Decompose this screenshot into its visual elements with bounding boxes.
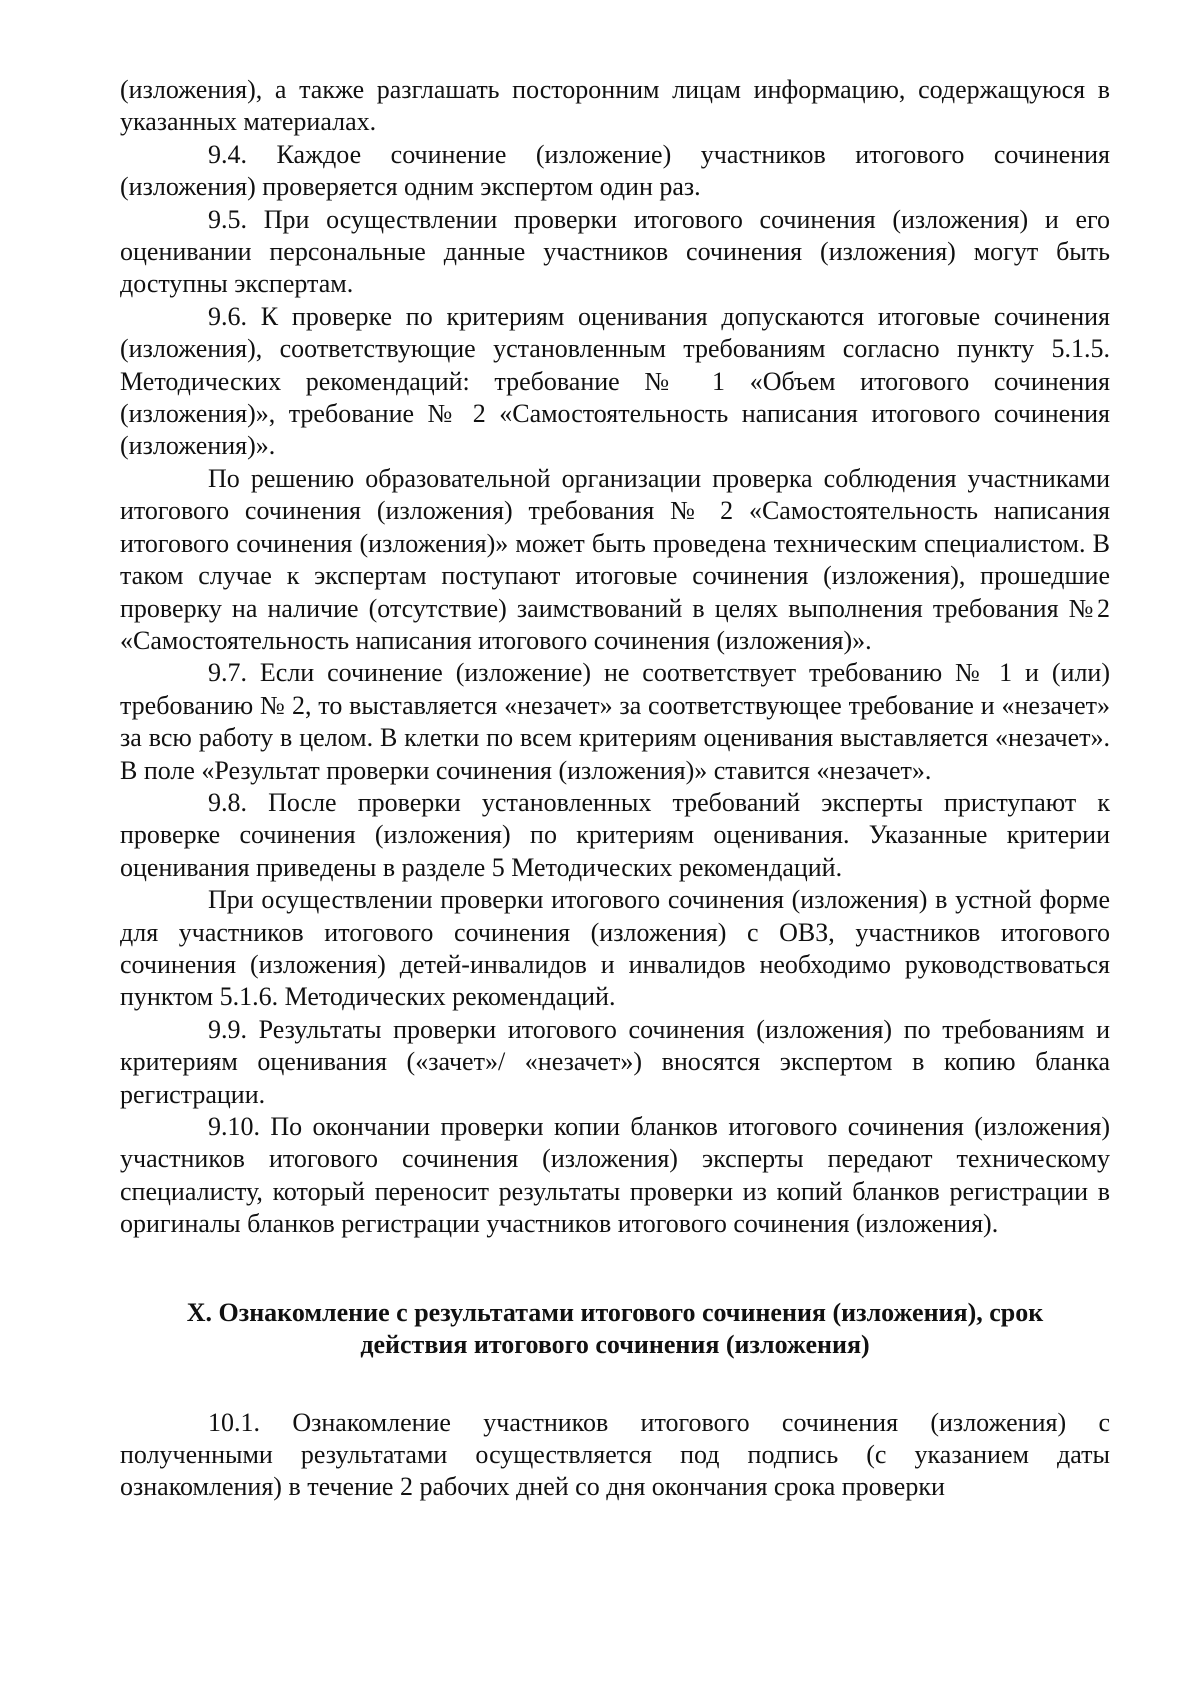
paragraph-9-6: 9.6. К проверке по критериям оценивания допускаются итоговые сочинения (изложения), соответствующие установленным требованиям согласно пункту 5.1.5. Методических рекомендаций: требование № 1 «Объем итогового сочинения (изложения)», требование № 2 «Самостоятельность написания итогового сочинения (изложения)». [120, 301, 1110, 461]
paragraph-decision: По решению образовательной организации проверка соблюдения участниками итогового сочинения (изложения) требования № 2 «Самостоятельность написания итогового сочинения (изложения)» может быть проведена техническим специалистом. В таком случае к экспертам поступают итоговые сочинения (изложения), прошедшие проверку на наличие (отсутствие) заимствований в целях выполнения требования №2 «Самостоятельность написания итогового сочинения (изложения)». [120, 463, 1110, 655]
paragraph-9-7: 9.7. Если сочинение (изложение) не соответствует требованию № 1 и (или) требованию № 2, то выставляется «незачет» за соответствующее требование и «незачет» за всю работу в целом. В клетки по всем критериям оценивания выставляется «незачет». В поле «Результат проверки сочинения (изложения)» ставится «незачет». [120, 658, 1110, 785]
paragraph-9-4: 9.4. Каждое сочинение (изложение) участников итогового сочинения (изложения) проверяется одним экспертом один раз. [120, 139, 1110, 202]
section-heading: X. Ознакомление с результатами итогового сочинения (изложения), срок действия итогового сочинения (изложения) [186, 1297, 1044, 1359]
paragraph-oral-form: При осуществлении проверки итогового сочинения (изложения) в устной форме для участников итогового сочинения (изложения) с ОВЗ, участников итогового сочинения (изложения) детей-инвалидов и инвалидов необходимо руководствоваться пунктом 5.1.6. Методических рекомендаций. [120, 885, 1110, 1012]
paragraph-9-9: 9.9. Результаты проверки итогового сочинения (изложения) по требованиям и критериям оценивания («зачет»/ «незачет») вносятся экспертом в копию бланка регистрации. [120, 1014, 1110, 1109]
paragraph-9-5: 9.5. При осуществлении проверки итогового сочинения (изложения) и его оценивании персональные данные участников сочинения (изложения) могут быть доступны экспертам. [120, 204, 1110, 299]
paragraph-10-1: 10.1. Ознакомление участников итогового сочинения (изложения) с полученными результатами осуществляется под подпись (с указанием даты ознакомления) в течение 2 рабочих дней со дня окончания срока проверки [120, 1407, 1110, 1502]
document-body [120, 74, 1110, 1504]
paragraph-continuation: (изложения), а также разглашать посторонним лицам информацию, содержащуюся в указанных материалах. [120, 75, 1110, 137]
paragraph-9-8: 9.8. После проверки установленных требований эксперты приступают к проверке сочинения (изложения) по критериям оценивания. Указанные критерии оценивания приведены в разделе 5 Методических рекомендаций. [120, 787, 1110, 882]
paragraph-9-10: 9.10. По окончании проверки копии бланков итогового сочинения (изложения) участников итогового сочинения (изложения) эксперты передают техническому специалисту, который переносит результаты проверки из копий бланков регистрации в оригиналы бланков регистрации участников итогового сочинения (изложения). [120, 1112, 1110, 1239]
